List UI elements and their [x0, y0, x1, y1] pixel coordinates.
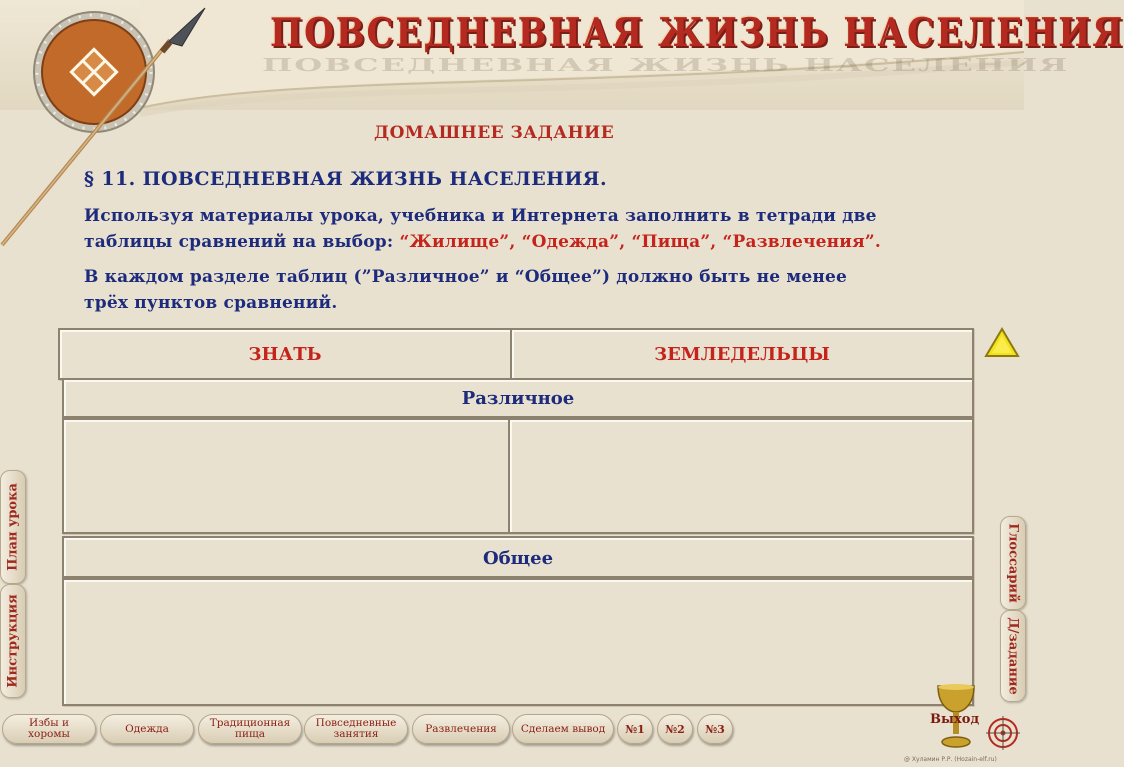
- nav-odezhda-label: Одежда: [125, 722, 169, 735]
- tab-homework-label: Д/задание: [1005, 617, 1021, 695]
- nav-odezhda-button[interactable]: [100, 714, 194, 744]
- instruction-text-2: [84, 264, 964, 316]
- section-different: Различное: [461, 388, 575, 409]
- tab-glossary[interactable]: [1000, 516, 1026, 610]
- common-cell: [62, 578, 974, 706]
- page-title: ПОВСЕДНЕВНАЯ ЖИЗНЬ НАСЕЛЕНИЯ: [270, 10, 1124, 57]
- nav-zanyatiya-label: Повседневные занятия: [315, 717, 397, 740]
- next-arrow-icon[interactable]: [982, 326, 1022, 360]
- col-head-left-cell: [58, 328, 512, 380]
- title-reflection: ПОВСЕДНЕВНАЯ ЖИЗНЬ НАСЕЛЕНИЯ: [262, 54, 1070, 76]
- exit-button[interactable]: Выход: [930, 712, 980, 727]
- nav-izby-label: Избы и хоромы: [28, 717, 70, 740]
- tab-instruction-label: Инструкция: [5, 594, 21, 688]
- nav-task-2-label: №2: [665, 722, 685, 736]
- col-head-right-cell: [510, 328, 974, 380]
- section-common: Общее: [482, 548, 554, 569]
- nav-pishcha-button[interactable]: [198, 714, 302, 744]
- instruction-2-line-2: трёх пунктов сравнений.: [84, 293, 338, 313]
- instruction-1-end: .: [874, 232, 881, 252]
- nav-izby-button[interactable]: [2, 714, 96, 744]
- different-left-cell: [62, 418, 510, 534]
- tab-instruction[interactable]: [0, 584, 26, 698]
- tab-lesson-plan[interactable]: [0, 470, 26, 584]
- section-different-cell: [62, 378, 974, 418]
- instruction-1-line-1: Используя материалы урока, учебника и Интернета заполнить в тетради две: [84, 206, 877, 226]
- nav-zanyatiya-button[interactable]: [304, 714, 408, 744]
- nav-task-3-label: №3: [705, 722, 725, 736]
- instruction-text-1: [84, 203, 984, 255]
- nav-task-2-button[interactable]: [657, 714, 693, 744]
- tab-homework[interactable]: [1000, 610, 1026, 702]
- homework-heading: ДОМАШНЕЕ ЗАДАНИЕ: [374, 123, 615, 143]
- nav-vyvod-button[interactable]: [512, 714, 614, 744]
- nav-task-1-button[interactable]: [617, 714, 653, 744]
- comparison-table: [58, 324, 976, 708]
- different-right-cell: [508, 418, 974, 534]
- target-icon: [986, 716, 1020, 750]
- instruction-options: “Жилище”, “Одежда”, “Пища”, “Развлечения”: [399, 232, 875, 252]
- instruction-2-line-1: В каждом разделе таблиц (”Различное” и “Общее”) должно быть не менее: [84, 267, 848, 287]
- tab-lesson-plan-label: План урока: [5, 483, 21, 571]
- nav-razvlecheniya-button[interactable]: [412, 714, 510, 744]
- tab-glossary-label: Глоссарий: [1005, 523, 1021, 603]
- paragraph-heading: § 11. ПОВСЕДНЕВНАЯ ЖИЗНЬ НАСЕЛЕНИЯ.: [84, 168, 607, 190]
- col-head-right: ЗЕМЛЕДЕЛЬЦЫ: [654, 344, 830, 365]
- nav-task-1-label: №1: [625, 722, 645, 736]
- col-head-left: ЗНАТЬ: [248, 344, 322, 365]
- copyright-text: @ Хуламин Р.Р. (Hozain-elf.ru): [904, 756, 997, 763]
- instruction-1-line-2-start: таблицы сравнений на выбор:: [84, 232, 400, 252]
- instruction-1-line-2: [84, 229, 984, 255]
- nav-vyvod-label: Сделаем вывод: [520, 722, 606, 735]
- nav-razvlecheniya-label: Развлечения: [425, 722, 497, 735]
- nav-task-3-button[interactable]: [697, 714, 733, 744]
- nav-pishcha-label: Традиционная пища: [209, 717, 291, 740]
- section-common-cell: [62, 536, 974, 578]
